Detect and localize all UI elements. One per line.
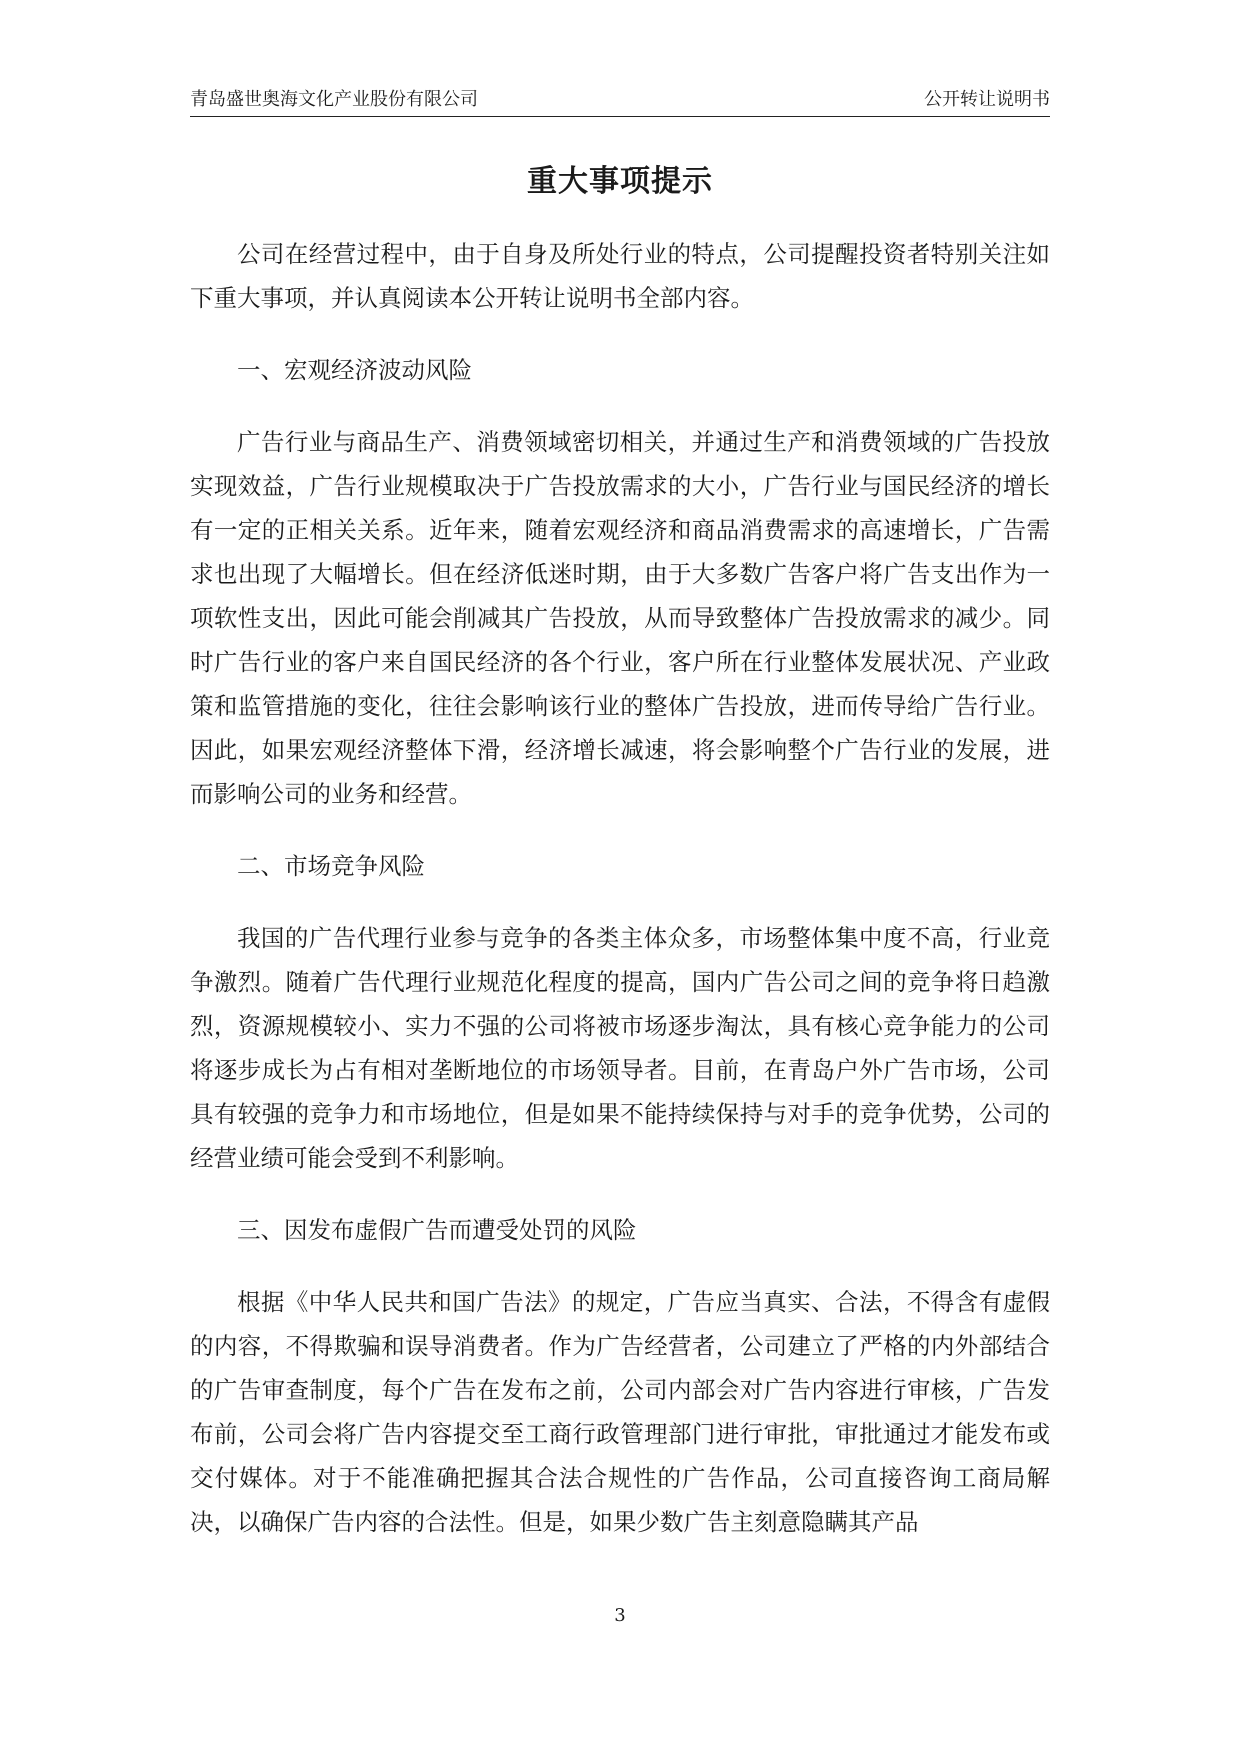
page-number: 3 (614, 1605, 626, 1626)
header-divider (190, 116, 1050, 117)
page-header (190, 86, 1050, 112)
page-title: 重大事项提示 (527, 164, 713, 199)
header-document-type: 公开转让说明书 (924, 89, 1050, 110)
section-heading-competition-risk: 二、市场竞争风险 (237, 852, 425, 880)
section-body-competition-risk: 我国的广告代理行业参与竞争的各类主体众多，市场整体集中度不高，行业竞争激烈。随着广告代理行业规范化程度的提高，国内广告公司之间的竞争将日趋激烈，资源规模较小、实力不强的公司将被市场逐步淘汰，具有核心竞争能力的公司将逐步成长为占有相对垄断地位的市场领导者。目前，在青岛户外广告市场，公司具有较强的竞争力和市场地位，但是如果不能持续保持与对手的竞争优势，公司的经营业绩可能会受到不利影响。 (190, 924, 1050, 1172)
section-heading-false-ad-risk: 三、因发布虚假广告而遭受处罚的风险 (237, 1216, 637, 1244)
section-heading-macro-risk: 一、宏观经济波动风险 (237, 356, 472, 384)
section-body-macro-risk: 广告行业与商品生产、消费领域密切相关，并通过生产和消费领域的广告投放实现效益，广告行业规模取决于广告投放需求的大小，广告行业与国民经济的增长有一定的正相关关系。近年来，随着宏观经济和商品消费需求的高速增长，广告需求也出现了大幅增长。但在经济低迷时期，由于大多数广告客户将广告支出作为一项软性支出，因此可能会削减其广告投放，从而导致整体广告投放需求的减少。同时广告行业的客户来自国民经济的各个行业，客户所在行业整体发展状况、产业政策和监管措施的变化，往往会影响该行业的整体广告投放，进而传导给广告行业。因此，如果宏观经济整体下滑，经济增长减速，将会影响整个广告行业的发展，进而影响公司的业务和经营。 (190, 428, 1050, 808)
section-body-false-ad-risk: 根据《中华人民共和国广告法》的规定，广告应当真实、合法，不得含有虚假的内容，不得欺骗和误导消费者。作为广告经营者，公司建立了严格的内外部结合的广告审查制度，每个广告在发布之前，公司内部会对广告内容进行审核，广告发布前，公司会将广告内容提交至工商行政管理部门进行审批，审批通过才能发布或交付媒体。对于不能准确把握其合法合规性的广告作品，公司直接咨询工商局解决，以确保广告内容的合法性。但是，如果少数广告主刻意隐瞒其产品 (190, 1288, 1050, 1536)
document-body (190, 232, 1050, 1572)
intro-paragraph: 公司在经营过程中，由于自身及所处行业的特点，公司提醒投资者特别关注如下重大事项，并认真阅读本公开转让说明书全部内容。 (190, 240, 1050, 312)
header-company-name: 青岛盛世奥海文化产业股份有限公司 (190, 89, 478, 110)
